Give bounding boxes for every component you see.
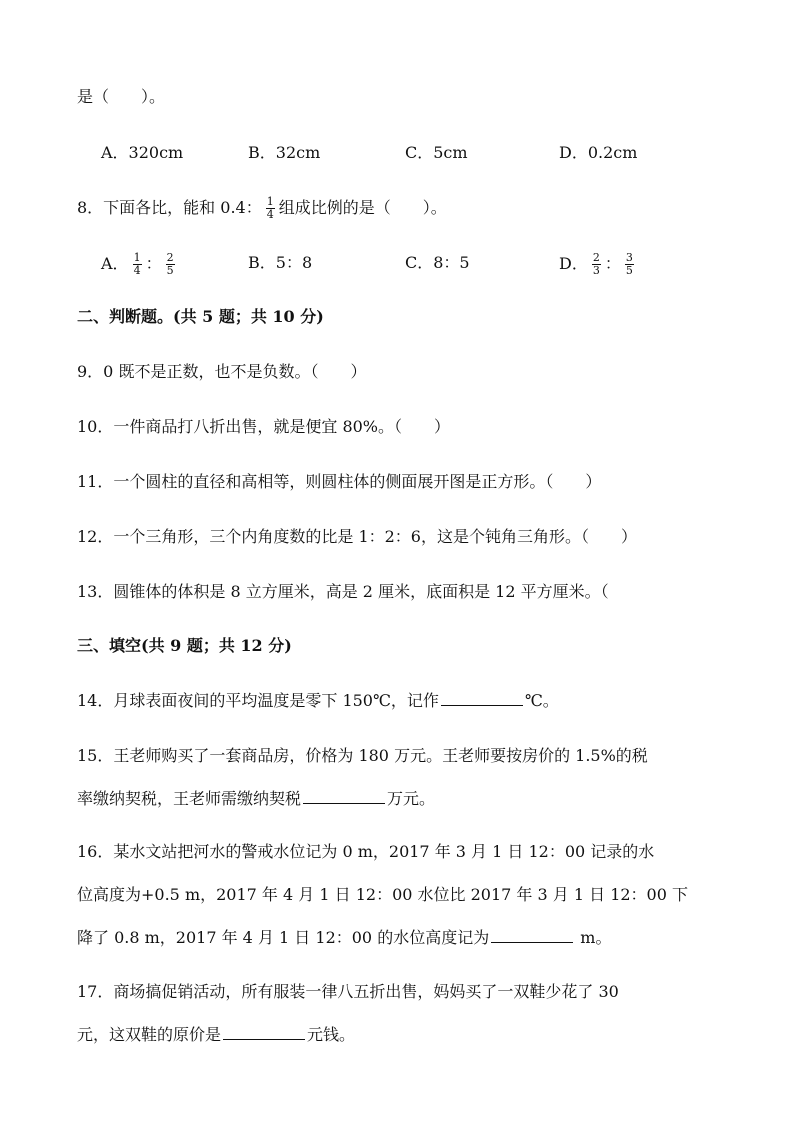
frac-den: 5 (625, 264, 633, 277)
section-2-title: 二、判断题。(共 5 题；共 10 分) (77, 307, 324, 326)
q17-line2-post: 元钱。 (307, 1025, 356, 1044)
q7-option-a[interactable]: A．320cm (101, 143, 184, 162)
frac-num: 1 (133, 251, 141, 264)
q8-option-a[interactable] (101, 252, 179, 277)
q7-option-c[interactable]: C．5cm (405, 143, 468, 162)
q8-stem-post: 组成比例的是（ ）。 (278, 198, 447, 217)
q7-option-b[interactable]: B．32cm (248, 143, 321, 162)
question-16-line2: 位高度为+0.5 m，2017 年 4 月 1 日 12：00 水位比 2017 年 3 月 1 日 12：00 下 (77, 885, 688, 904)
frac-num: 2 (592, 251, 600, 264)
q7-option-d[interactable]: D．0.2cm (559, 143, 638, 162)
q8-fraction (266, 196, 275, 221)
frac-num: 2 (166, 251, 174, 264)
q17-answer-blank[interactable] (223, 1025, 305, 1040)
question-14 (77, 690, 559, 712)
question-9: 9．0 既不是正数，也不是负数。（ ） (77, 362, 367, 381)
q15-answer-blank[interactable] (303, 789, 385, 804)
q15-line2-post: 万元。 (387, 789, 436, 808)
question-17-line2 (77, 1024, 355, 1046)
q8-option-a-label: A． (101, 254, 129, 273)
q14-post: ℃。 (524, 691, 559, 710)
question-10: 10．一件商品打八折出售，就是便宜 80%。（ ） (77, 417, 451, 436)
q16-line3-pre: 降了 0.8 m，2017 年 4 月 1 日 12：00 的水位高度记为 (77, 928, 490, 947)
frac-den: 5 (166, 264, 174, 277)
q14-pre: 14．月球表面夜间的平均温度是零下 150℃，记作 (77, 691, 439, 710)
q17-line2-pre: 元，这双鞋的原价是 (77, 1025, 222, 1044)
q8-option-d-frac1 (592, 252, 601, 277)
q16-answer-blank[interactable] (491, 928, 573, 943)
frac-den: 4 (133, 264, 141, 277)
frac-num: 3 (625, 251, 633, 264)
q8-option-d-frac2 (625, 252, 634, 277)
question-12: 12．一个三角形，三个内角度数的比是 1：2：6，这是个钝角三角形。（ ） (77, 527, 637, 546)
q8-option-a-sep: ： (145, 254, 162, 273)
question-17-line1: 17．商场搞促销活动，所有服装一律八五折出售，妈妈买了一双鞋少花了 30 (77, 982, 619, 1001)
q8-option-a-frac1 (133, 252, 142, 277)
question-16-line1: 16．某水文站把河水的警戒水位记为 0 m，2017 年 3 月 1 日 12：00 记录的水 (77, 842, 655, 861)
q8-option-d-sep: ： (604, 254, 621, 273)
question-13: 13．圆锥体的体积是 8 立方厘米，高是 2 厘米，底面积是 12 平方厘米。（ (77, 582, 609, 601)
q8-stem-pre: 8．下面各比，能和 0.4： (77, 198, 262, 217)
question-11: 11．一个圆柱的直径和高相等，则圆柱体的侧面展开图是正方形。（ ） (77, 472, 602, 491)
q16-line3-post: m。 (575, 928, 612, 947)
question-15-line1: 15．王老师购买了一套商品房，价格为 180 万元。王老师要按房价的 1.5%的税 (77, 746, 648, 765)
q8-option-d-label: D． (559, 254, 588, 273)
q8-option-d[interactable] (559, 252, 638, 277)
q14-answer-blank[interactable] (441, 691, 523, 706)
q8-option-c[interactable]: C．8：5 (405, 253, 470, 272)
q8-option-a-frac2 (166, 252, 175, 277)
q7-tail: 是（ ）。 (77, 87, 166, 106)
section-3-title: 三、填空(共 9 题；共 12 分) (77, 636, 292, 655)
question-15-line2 (77, 788, 435, 810)
q8-frac-den: 4 (266, 208, 274, 221)
frac-den: 3 (592, 264, 600, 277)
q8-frac-num: 1 (266, 195, 274, 208)
question-16-line3 (77, 927, 611, 949)
q8-option-b[interactable]: B．5：8 (248, 253, 313, 272)
q8-stem (77, 196, 447, 221)
q15-line2-pre: 率缴纳契税，王老师需缴纳契税 (77, 789, 302, 808)
